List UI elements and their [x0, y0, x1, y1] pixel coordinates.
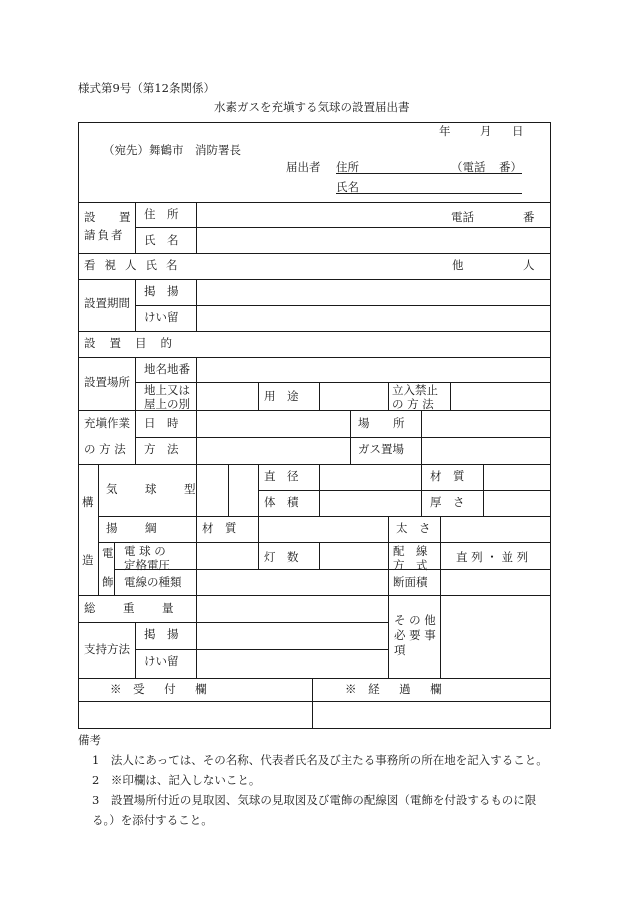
bulb-voltage-2: 定格電圧 — [124, 558, 170, 572]
support-other-1: そ の 他 — [394, 613, 436, 627]
location-label: 設置場所 — [84, 375, 130, 389]
location-ground-roof-2: 屋上の別 — [144, 397, 190, 411]
volume-label: 体 積 — [264, 495, 299, 509]
applicant-name-label: 氏名 — [336, 180, 359, 194]
filling-datetime-field[interactable] — [197, 411, 350, 437]
support-other-3: 項 — [394, 643, 406, 657]
period-raised-field[interactable] — [197, 280, 550, 305]
thickness-label: 厚 さ — [430, 495, 465, 509]
watcher-others-label: 他 — [452, 258, 464, 272]
location-lot-label: 地名地番 — [144, 362, 190, 376]
purpose-field[interactable] — [197, 332, 550, 357]
period-label: 設置期間 — [84, 296, 130, 310]
location-ground-roof-1: 地上又は — [144, 383, 190, 397]
electric-label-2: 飾 — [102, 575, 114, 589]
note-3-continued: る。）を添付すること。 — [92, 813, 213, 827]
addressee-prefix: （宛先） — [103, 143, 149, 157]
applicant-label: 届出者 — [286, 160, 321, 174]
diameter-label: 直 径 — [264, 469, 299, 483]
electric-label-1: 電 — [102, 546, 114, 560]
balloon-type-label: 気 球 型 — [106, 482, 204, 496]
location-usage-label: 用 途 — [264, 389, 299, 403]
cross-section-label: 断面積 — [393, 575, 428, 589]
installer-address-label: 住 所 — [144, 207, 179, 221]
installer-phone-suffix: 番 — [523, 210, 535, 224]
period-moored-field[interactable] — [197, 306, 550, 331]
filling-method-label: 方 法 — [144, 442, 179, 456]
applicant-address-label: 住所 — [336, 160, 359, 174]
location-restriction-1: 立入禁止 — [392, 383, 438, 397]
purpose-label: 設置目的 — [84, 336, 186, 350]
note-3: 3 設置場所付近の見取図、気球の見取図及び電飾の配線図（電飾を付設するものに限 — [92, 793, 537, 807]
filling-gas-place-label: ガス置場 — [358, 442, 404, 456]
structure-label-bottom: 造 — [82, 553, 94, 567]
material-label: 材 質 — [430, 469, 465, 483]
watcher-persons-suffix: 人 — [523, 258, 535, 272]
wiring-method-2: 方 式 — [393, 558, 428, 572]
wiring-options: 直 列 ・ 並 列 — [456, 550, 529, 564]
support-other-2: 必 要 事 — [394, 628, 436, 642]
bulb-voltage-1: 電 球 の — [124, 544, 166, 558]
form-table — [78, 122, 551, 729]
filling-label-2: の 方 法 — [84, 442, 126, 456]
support-raised-label: 掲 揚 — [144, 627, 179, 641]
filling-label-1: 充塡作業 — [84, 416, 130, 430]
notes-heading: 備考 — [78, 733, 101, 747]
total-weight-label: 総 重 量 — [84, 601, 182, 615]
rope-thickness-label: 太 さ — [396, 521, 431, 535]
location-lot-field[interactable] — [197, 358, 550, 382]
support-moored-label: けい留 — [144, 654, 179, 668]
installer-name-label: 氏 名 — [144, 233, 179, 247]
installer-name-field[interactable] — [197, 228, 550, 253]
location-restriction-2: の 方 法 — [392, 397, 434, 411]
wiring-method-1: 配 線 — [393, 544, 428, 558]
reception-field[interactable] — [79, 702, 312, 728]
note-1: 1 法人にあっては、その名称、代表者氏名及び主たる事務所の所在地を記入すること。 — [92, 753, 548, 767]
wire-type-label: 電線の種類 — [124, 575, 182, 589]
applicant-phone-suffix: 番） — [499, 160, 522, 174]
watcher-name-field[interactable] — [197, 254, 437, 279]
period-raised-label: 掲 揚 — [144, 284, 179, 298]
date-day-label: 日 — [512, 124, 524, 138]
date-year-label: 年 — [439, 124, 451, 138]
applicant-phone-label: （電話 — [451, 160, 486, 174]
progress-field[interactable] — [313, 702, 550, 728]
installer-phone-label: 電話 — [451, 210, 474, 224]
rope-label: 揚 綱 — [106, 521, 165, 535]
addressee: 舞鶴市 消防署長 — [149, 143, 241, 157]
form-title: 水素ガスを充塡する気球の設置届出書 — [214, 100, 410, 114]
watcher-label: 看視人氏名 — [84, 258, 187, 272]
progress-label: ※ 経 過 欄 — [345, 682, 446, 696]
installer-label-2: 請負者 — [84, 228, 125, 242]
period-moored-label: けい留 — [144, 310, 179, 324]
date-month-label: 月 — [480, 124, 492, 138]
filling-method-field[interactable] — [197, 438, 350, 464]
lamp-count-label: 灯 数 — [264, 550, 299, 564]
reception-label: ※ 受 付 欄 — [110, 682, 211, 696]
support-label: 支持方法 — [84, 642, 130, 656]
structure-label-top: 構 — [82, 495, 94, 509]
installer-address-field[interactable] — [197, 203, 437, 227]
form-number: 様式第9号（第12条関係） — [78, 81, 215, 95]
note-2: 2 ※印欄は、記入しないこと。 — [92, 773, 261, 787]
filling-datetime-label: 日 時 — [144, 416, 179, 430]
installer-label-1: 設 置 — [84, 210, 137, 224]
rope-material-label: 材 質 — [202, 521, 237, 535]
filling-place-label: 場 所 — [358, 416, 411, 430]
